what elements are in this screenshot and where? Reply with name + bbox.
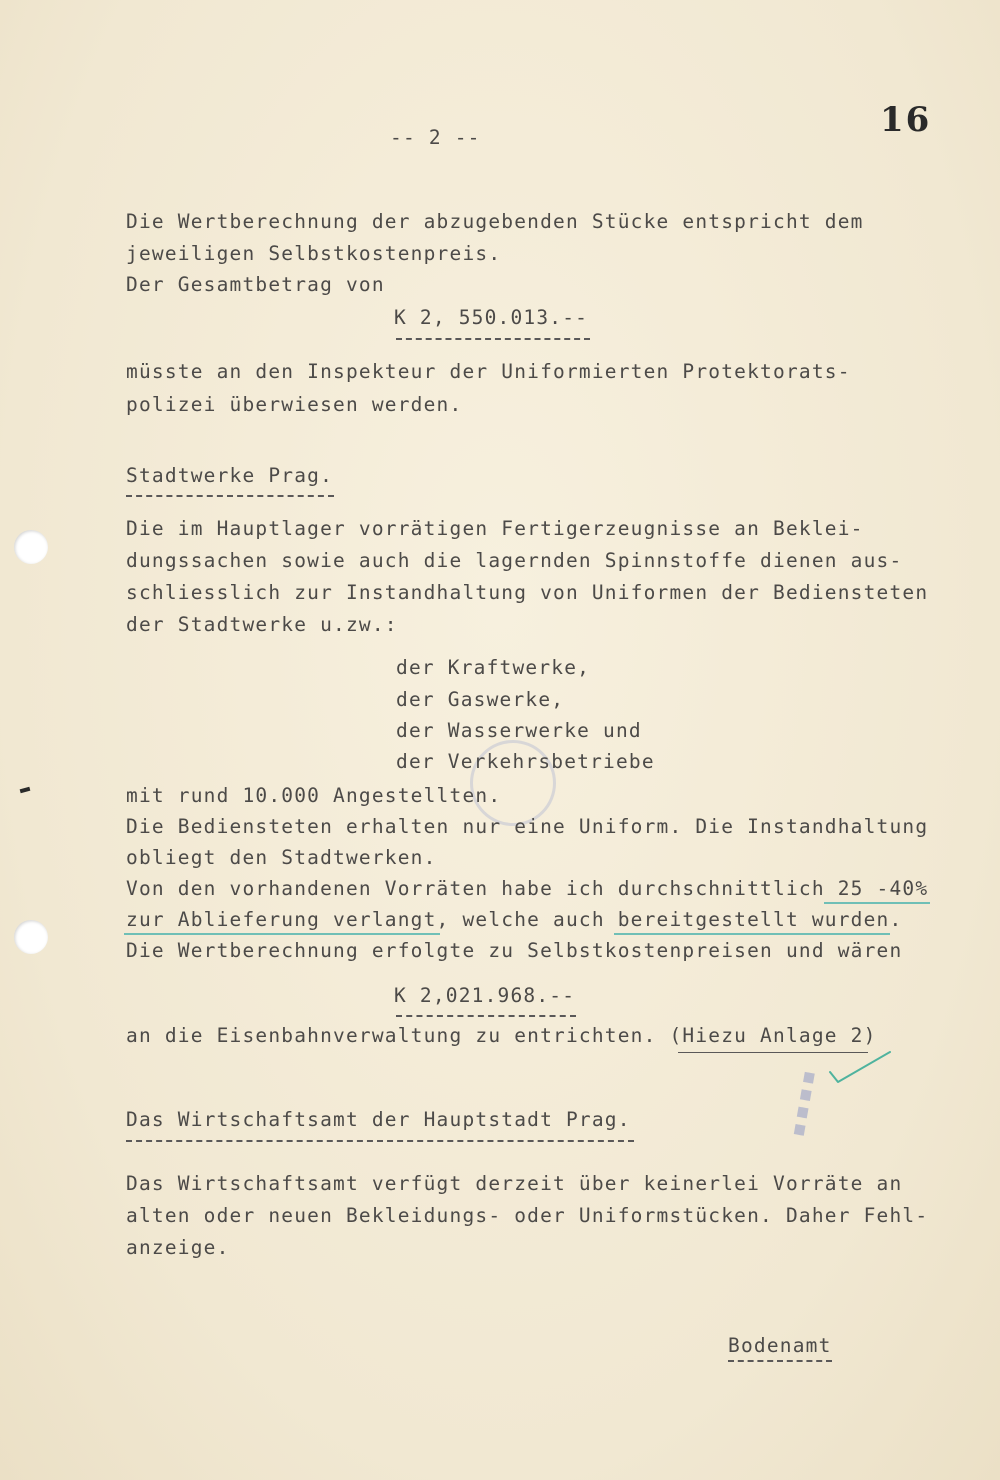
heading-underline [126,495,334,497]
text-line: der Stadtwerke u.zw.: [126,613,398,636]
text-line: Das Wirtschaftsamt verfügt derzeit über keinerlei Vorräte an [126,1172,903,1195]
text-line: Die Bediensteten erhalten nur eine Uniform. Die Instandhaltung [126,815,929,838]
amount-total-stadtwerke: K 2,021.968.-- [394,984,576,1007]
section-heading-wirtschaftsamt: Das Wirtschaftsamt der Hauptstadt Prag. [126,1108,631,1131]
page-number: -- 2 -- [390,126,481,149]
checkmark-icon [826,1050,896,1090]
list-item: der Verkehrsbetriebe [396,750,655,773]
highlight-underline [614,933,890,935]
text-line: Die Wertberechnung der abzugebenden Stücke entspricht dem [126,210,864,233]
text-line: alten oder neuen Bekleidungs- oder Uniformstücken. Daher Fehl- [126,1204,929,1227]
text-line: Die im Hauptlager vorrätigen Fertigerzeugnisse an Beklei- [126,517,864,540]
heading-underline [126,1140,634,1142]
highlight-underline [124,933,440,935]
folio-number: 16 [880,100,932,140]
text-line: Die Wertberechnung erfolgte zu Selbstkostenpreisen und wären [126,939,903,962]
heading-underline [728,1360,832,1362]
text-line: polizei überwiesen werden. [126,393,463,416]
amount-underline [396,338,590,340]
text-line: schliesslich zur Instandhaltung von Uniformen der Bediensteten [126,581,929,604]
punch-hole-top [14,530,48,564]
section-heading-stadtwerke: Stadtwerke Prag. [126,464,334,487]
text-line: Von den vorhandenen Vorräten habe ich durchschnittlich 25 -40% [126,877,929,900]
text-line: Der Gesamtbetrag von [126,273,385,296]
list-item: der Wasserwerke und [396,719,642,742]
text-line: an die Eisenbahnverwaltung zu entrichten. (Hiezu Anlage 2) [126,1024,877,1047]
text-line: obliegt den Stadtwerken. [126,846,437,869]
list-item: der Gaswerke, [396,688,565,711]
text-line: jeweiligen Selbstkostenpreis. [126,242,502,265]
text-line: anzeige. [126,1236,230,1259]
text-line: zur Ablieferung verlangt, welche auch bereitgestellt wurden. [126,908,903,931]
text-line: müsste an den Inspekteur der Uniformierten Protektorats- [126,360,851,383]
punch-hole-bottom [14,920,48,954]
ink-mark [20,787,31,793]
text-line: dungssachen sowie auch die lagernden Spinnstoffe dienen aus- [126,549,903,572]
amount-total-uniform-police: K 2, 550.013.-- [394,306,589,329]
next-section-heading: Bodenamt [728,1334,832,1357]
highlight-underline [824,902,930,904]
faint-stamp-number: ▪▪▪▪ [784,1067,827,1143]
amount-underline [396,1015,576,1017]
list-item: der Kraftwerke, [396,656,591,679]
text-line: mit rund 10.000 Angestellten. [126,784,502,807]
